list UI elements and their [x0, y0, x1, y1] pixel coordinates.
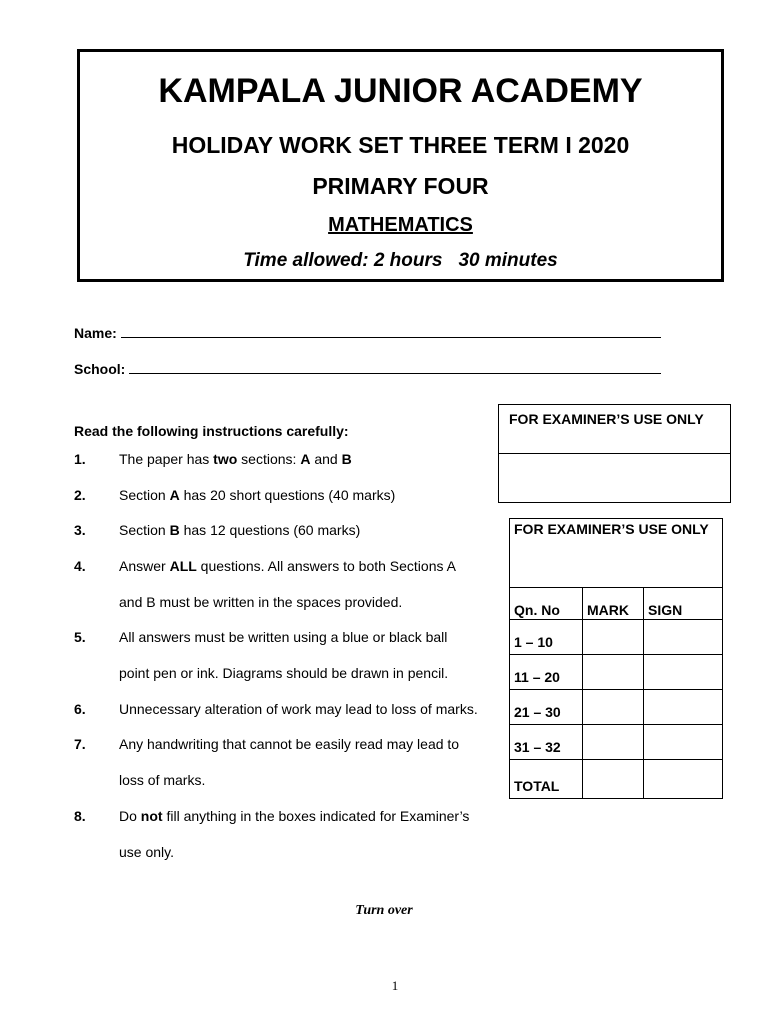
total-label: TOTAL — [510, 760, 583, 799]
instruction-number: 5. — [74, 629, 86, 645]
table-row — [510, 725, 723, 760]
subject-title: MATHEMATICS — [328, 214, 473, 236]
school-field[interactable] — [74, 361, 661, 377]
school-title: KAMPALA JUNIOR ACADEMY — [158, 72, 643, 110]
time-allowed-minutes: 30 minutes — [458, 250, 558, 271]
instruction-bold: two — [213, 451, 238, 467]
sign-cell[interactable] — [644, 690, 723, 725]
header-qn-no: Qn. No — [510, 588, 583, 620]
question-range: 1 – 10 — [510, 620, 583, 655]
instruction-2 — [119, 487, 395, 503]
class-title: PRIMARY FOUR — [312, 173, 489, 199]
instruction-text: The paper has — [119, 451, 214, 467]
examiner-table-title: FOR EXAMINER’S USE ONLY — [510, 519, 723, 588]
instruction-bold: not — [140, 808, 163, 824]
instruction-text: Answer — [119, 558, 170, 574]
instruction-number: 4. — [74, 558, 86, 574]
instruction-text: fill anything in the boxes indicated for Examiner’s — [162, 808, 470, 824]
instruction-text: Section — [119, 487, 170, 503]
turn-over: Turn over — [355, 903, 413, 918]
header-box — [77, 49, 724, 282]
examiner-marks-table — [509, 518, 723, 799]
header-mark: MARK — [583, 588, 644, 620]
name-label: Name: — [74, 325, 117, 341]
table-row-total — [510, 760, 723, 799]
instruction-5: All answers must be written using a blue or black ball — [119, 629, 448, 645]
instruction-number: 3. — [74, 522, 86, 538]
school-label: School: — [74, 361, 126, 377]
examiner-box — [498, 404, 731, 503]
total-mark-cell[interactable] — [583, 760, 644, 799]
total-sign-cell[interactable] — [644, 760, 723, 799]
instruction-bold: ALL — [169, 558, 197, 574]
instruction-3 — [119, 522, 360, 538]
school-line[interactable] — [129, 361, 661, 374]
sign-cell[interactable] — [644, 655, 723, 690]
question-range: 31 – 32 — [510, 725, 583, 760]
instruction-number: 8. — [74, 808, 86, 824]
table-row — [510, 620, 723, 655]
instruction-7: Any handwriting that cannot be easily read may lead to — [119, 736, 460, 752]
instruction-text: and — [310, 451, 342, 467]
instruction-text: has 12 questions (60 marks) — [179, 522, 361, 538]
instruction-5-continued: point pen or ink. Diagrams should be drawn in pencil. — [119, 665, 449, 681]
mark-cell[interactable] — [583, 655, 644, 690]
time-allowed-label: Time allowed: 2 hours — [243, 250, 443, 271]
header-sign: SIGN — [644, 588, 723, 620]
instruction-bold: B — [169, 522, 180, 538]
instruction-number: 1. — [74, 451, 86, 467]
instruction-text: Do — [119, 808, 141, 824]
instruction-number: 2. — [74, 487, 86, 503]
instruction-7-continued: loss of marks. — [119, 772, 206, 788]
time-allowed — [80, 250, 721, 272]
instruction-8 — [119, 808, 469, 824]
name-line[interactable] — [121, 325, 661, 338]
question-range: 11 – 20 — [510, 655, 583, 690]
examiner-box-divider — [499, 453, 730, 454]
instruction-bold: B — [341, 451, 352, 467]
instruction-bold: A — [300, 451, 311, 467]
instruction-6: Unnecessary alteration of work may lead to loss of marks. — [119, 701, 478, 717]
question-range: 21 – 30 — [510, 690, 583, 725]
instruction-4-continued: and B must be written in the spaces provided. — [119, 594, 403, 610]
instruction-8-continued: use only. — [119, 844, 174, 860]
instructions-heading: Read the following instructions carefully: — [74, 423, 349, 439]
mark-cell[interactable] — [583, 725, 644, 760]
mark-cell[interactable] — [583, 690, 644, 725]
sign-cell[interactable] — [644, 620, 723, 655]
set-title: HOLIDAY WORK SET THREE TERM I 2020 — [171, 132, 630, 158]
instruction-number: 7. — [74, 736, 86, 752]
instruction-text: Section — [119, 522, 170, 538]
page-number: 1 — [391, 978, 399, 993]
instruction-4 — [119, 558, 456, 574]
instruction-1 — [119, 451, 352, 467]
table-row — [510, 655, 723, 690]
instruction-text: has 20 short questions (40 marks) — [179, 487, 396, 503]
instruction-text: sections: — [237, 451, 301, 467]
name-field[interactable] — [74, 325, 661, 341]
table-row — [510, 690, 723, 725]
instruction-text: questions. All answers to both Sections A — [196, 558, 456, 574]
sign-cell[interactable] — [644, 725, 723, 760]
instruction-number: 6. — [74, 701, 86, 717]
examiner-box-title: FOR EXAMINER’S USE ONLY — [509, 411, 704, 427]
mark-cell[interactable] — [583, 620, 644, 655]
instruction-bold: A — [169, 487, 180, 503]
